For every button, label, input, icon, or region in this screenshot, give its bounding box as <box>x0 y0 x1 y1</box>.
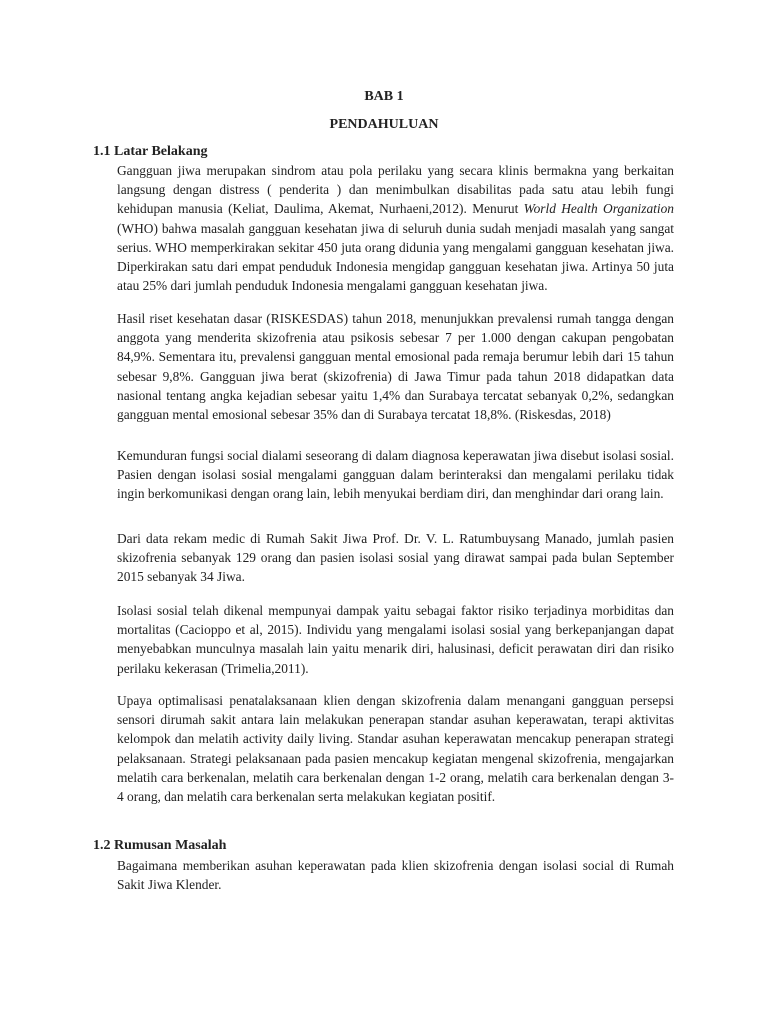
paragraph-rekam-medic: Dari data rekam medic di Rumah Sakit Jiwa Prof. Dr. V. L. Ratumbuysang Manado, jumlah pasien skizofrenia sebanyak 129 orang dan pasien isolasi sosial yang dirawat sampai pada bulan September 2015 sebanyak 34 Jiwa. <box>117 531 674 585</box>
paragraph-gangguan-jiwa <box>117 161 674 295</box>
chapter-title: PENDAHULUAN <box>329 117 439 132</box>
paragraph-rumusan-masalah: Bagaimana memberikan asuhan keperawatan pada klien skizofrenia dengan isolasi social di Rumah Sakit Jiwa Klender. <box>117 858 674 893</box>
paragraph-text: Gangguan jiwa merupakan sindrom atau pola perilaku yang secara klinis bermakna yang berkaitan langsung dengan distress ( penderita ) dan menimbulkan disabilitas pada satu atau lebih fungi kehidupan manusia (Keliat, Daulima, Akemat, Nurhaeni,2012). Menurut <box>117 163 674 217</box>
chapter-number: BAB 1 <box>364 89 404 104</box>
paragraph-isolasi-sosial: Isolasi sosial telah dikenal mempunyai dampak yaitu sebagai faktor risiko terjadinya morbiditas dan mortalitas (Cacioppo et al, 2015). Individu yang mengalami isolasi sosial yang berkepanjangan dapat menyebabkan munculnya masalah lain yaitu menarik diri, halusinasi, deficit perawatan diri dan risiko perilaku kekerasan (Trimelia,2011). <box>117 603 674 676</box>
paragraph-upaya-optimalisasi: Upaya optimalisasi penatalaksanaan klien dengan skizofrenia dalam menangani gangguan persepsi sensori dirumah sakit antara lain melakukan penerapan standar asuhan keperawatan, terapi aktivitas kelompok dan melatih activity daily living. Standar asuhan keperawatan mencakup penerapan strategi pelaksanaan. Strategi pelaksanaan pada pasien mencakup kegiatan mengenal skizofrenia, mengajarkan melatih cara berkenalan, melatih cara berkenalan dengan 1-2 orang, melatih cara berkenalan dengan 3-4 orang, dan melatih cara berkenalan serta melakukan kegiatan positif. <box>117 693 674 805</box>
paragraph-riskesdas: Hasil riset kesehatan dasar (RISKESDAS) tahun 2018, menunjukkan prevalensi rumah tangga dengan anggota yang menderita skizofrenia atau psikosis sebesar 7 per 1.000 dengan cakupan pengobatan 84,9%. Sementara itu, prevalensi gangguan mental emosional pada remaja berumur lebih dari 15 tahun sebesar 9,8%. Gangguan jiwa berat (skizofrenia) di Jawa Timur pada tahun 2018 didapatkan data nasional tentang angka kejadian sebesar yaitu 1,4% dan Surabaya tercatat sebanyak 0,2%, sedangkan gangguan mental emosional sebesar 35% dan di Surabaya tercatat 18,8%. (Riskesdas, 2018) <box>117 311 674 423</box>
paragraph-italic-term: World Health Organization <box>523 201 674 217</box>
paragraph-kemunduran-fungsi: Kemunduran fungsi social dialami seseorang di dalam diagnosa keperawatan jiwa disebut isolasi sosial. Pasien dengan isolasi sosial mengalami gangguan dalam berinteraksi dan mengalami perilaku tidak ingin berkomunikasi dengan orang lain, lebih menyukai berdiam diri, dan menghindar dari orang lain. <box>117 448 674 502</box>
section-heading-latar-belakang: 1.1 Latar Belakang <box>93 144 208 159</box>
paragraph-text: (WHO) bahwa masalah gangguan kesehatan jiwa di seluruh dunia sudah menjadi masalah yang sangat serius. WHO memperkirakan sekitar 450 juta orang didunia yang mengalami gangguan kesehatan jiwa. Diperkirakan satu dari empat penduduk Indonesia mengidap gangguan kesehatan jiwa. Artinya 50 juta atau 25% dari jumlah penduduk Indonesia mengalami gangguan kesehatan jiwa. <box>117 220 674 294</box>
section-heading-rumusan-masalah: 1.2 Rumusan Masalah <box>93 838 227 853</box>
